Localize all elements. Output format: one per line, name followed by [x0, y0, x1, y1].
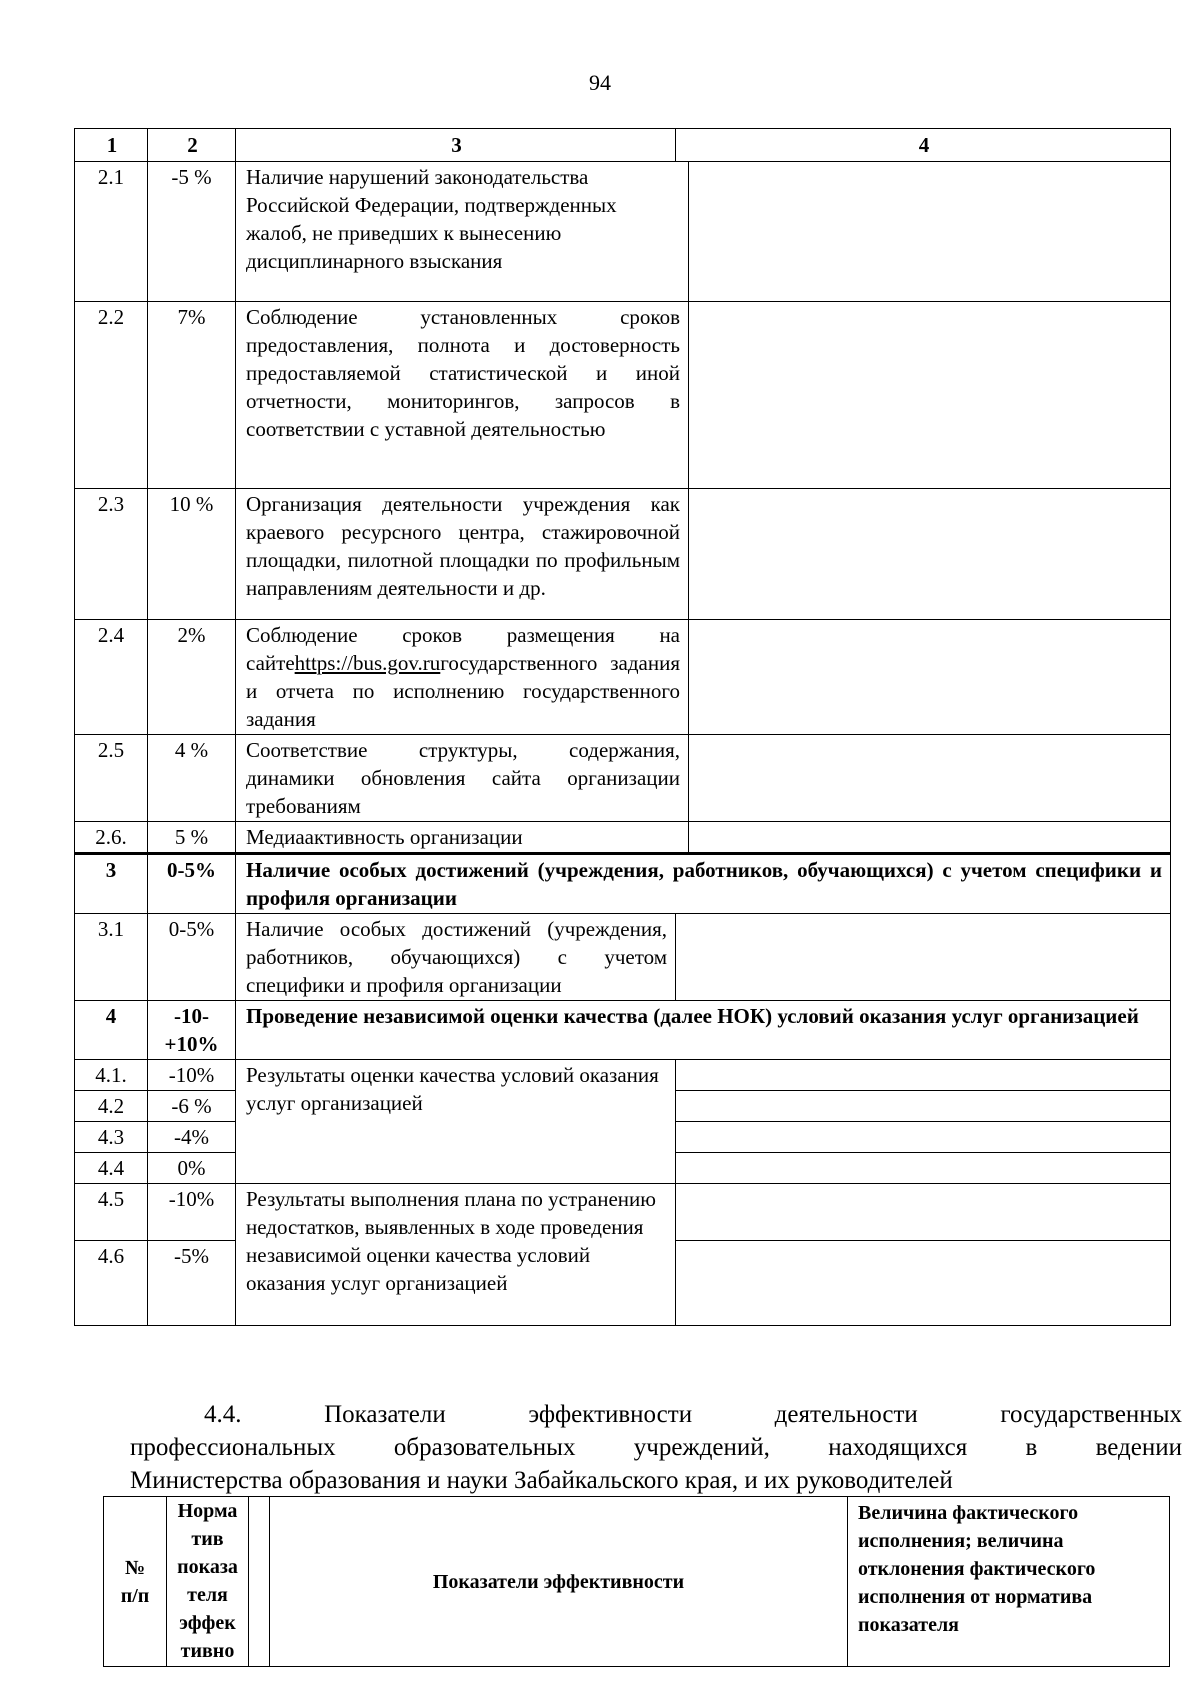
- row-norm: -10- +10%: [148, 1001, 236, 1060]
- row-norm: 7%: [148, 302, 236, 489]
- header-indicators: Показатели эффективности: [270, 1497, 848, 1667]
- row-number: 2.6.: [75, 822, 148, 854]
- header-norm-text: Норма тив показа теля эффек тивно: [177, 1500, 238, 1662]
- header-col-3: 3: [236, 129, 676, 162]
- table-row: [75, 822, 1171, 854]
- row-norm: -6 %: [148, 1091, 236, 1122]
- row-value: [676, 1122, 1171, 1153]
- row-number: 3.1: [75, 914, 148, 1001]
- row-text-after-link: государственного задания и отчета по исполнению государственного задания: [246, 651, 680, 731]
- row-text: Соблюдение установленных сроков предоставления, полнота и достоверность предоставляемой статистической и иной отчетности, мониторингов, запросов в соответствии с уставной деятельностью: [236, 302, 689, 489]
- table-row: [75, 620, 1171, 735]
- row-value: [689, 735, 1171, 822]
- table-row: [75, 914, 1171, 1001]
- row-text: [236, 620, 689, 735]
- table-row: [75, 162, 1171, 302]
- row-number: 4.6: [75, 1241, 148, 1326]
- row-norm: -4%: [148, 1122, 236, 1153]
- row-value: [689, 162, 1171, 302]
- row-number: 4.1.: [75, 1060, 148, 1091]
- header-spacer: [249, 1497, 270, 1667]
- row-value: [676, 1091, 1171, 1122]
- section-heading-line-1: 4.4. Показатели эффективности деятельности государственных: [204, 1401, 1182, 1428]
- table-row: [75, 489, 1171, 620]
- row-value: [689, 620, 1171, 735]
- bus-gov-link[interactable]: https://bus.gov.ru: [294, 651, 441, 675]
- header-number: [104, 1497, 167, 1667]
- row-number: 3: [75, 854, 148, 914]
- row-text: Проведение независимой оценки качества (далее НОК) условий оказания услуг организацией: [236, 1001, 1171, 1060]
- row-norm: -10%: [148, 1060, 236, 1091]
- section-heading-line-3: Министерства образования и науки Забайкальского края, и их руководителей: [130, 1467, 953, 1494]
- row-value: [676, 914, 1171, 1001]
- header-col-2: 2: [148, 129, 236, 162]
- row-number: 4.2: [75, 1091, 148, 1122]
- row-text: Результаты оценки качества условий оказания услуг организацией: [236, 1060, 676, 1184]
- table-row-section: [75, 1001, 1171, 1060]
- row-number: 2.3: [75, 489, 148, 620]
- efficiency-header-row: [104, 1497, 1170, 1667]
- page-number: 94: [589, 70, 611, 95]
- section-heading: [130, 1398, 1182, 1497]
- header-col-1: 1: [75, 129, 148, 162]
- row-number: 2.1: [75, 162, 148, 302]
- row-number: 2.2: [75, 302, 148, 489]
- row-number: 2.4: [75, 620, 148, 735]
- row-value: [676, 1241, 1171, 1326]
- row-text-before-link: Соблюдение сроков размещения на сайте: [246, 623, 680, 675]
- table-row: [75, 1184, 1171, 1241]
- row-value: [676, 1184, 1171, 1241]
- row-text: Наличие особых достижений (учреждения, работников, обучающихся) с учетом специфики и профиля организации: [236, 854, 1171, 914]
- row-norm: -10%: [148, 1184, 236, 1241]
- indicators-table: [74, 128, 1171, 1326]
- header-norm: [167, 1497, 249, 1667]
- row-number: 4: [75, 1001, 148, 1060]
- table-row: [75, 1060, 1171, 1091]
- row-value: [676, 1060, 1171, 1091]
- table-row: [75, 735, 1171, 822]
- row-norm: 4 %: [148, 735, 236, 822]
- row-norm: 5 %: [148, 822, 236, 854]
- row-norm: 0-5%: [148, 914, 236, 1001]
- table-row: [75, 302, 1171, 489]
- row-norm: -5%: [148, 1241, 236, 1326]
- row-value: [676, 1153, 1171, 1184]
- row-norm: 10 %: [148, 489, 236, 620]
- row-norm: 0%: [148, 1153, 236, 1184]
- row-text: Результаты выполнения плана по устранению недостатков, выявленных в ходе проведения независимой оценки качества условий оказания услуг организацией: [236, 1184, 676, 1326]
- section-heading-line-2: профессиональных образовательных учреждений, находящихся в ведении: [130, 1434, 1182, 1461]
- row-norm: -5 %: [148, 162, 236, 302]
- header-value: [848, 1497, 1170, 1667]
- header-value-text: Величина фактического исполнения; величина отклонения фактического исполнения от норматива показателя: [858, 1502, 1096, 1636]
- row-value: [689, 302, 1171, 489]
- table-header-row: [75, 129, 1171, 162]
- row-number: 4.3: [75, 1122, 148, 1153]
- header-number-text: № п/п: [120, 1556, 150, 1607]
- row-number: 4.4: [75, 1153, 148, 1184]
- row-number: 4.5: [75, 1184, 148, 1241]
- table-row-section: [75, 854, 1171, 914]
- row-text: Организация деятельности учреждения как краевого ресурсного центра, стажировочной площадки, пилотной площадки по профильным направлениям деятельности и др.: [236, 489, 689, 620]
- row-text-content: Наличие нарушений законодательства Российской Федерации, подтвержденных жалоб, не приведших к вынесению дисциплинарного взыскания: [246, 165, 617, 273]
- row-norm: 2%: [148, 620, 236, 735]
- row-norm: 0-5%: [148, 854, 236, 914]
- row-value: [689, 822, 1171, 854]
- header-col-4: 4: [676, 129, 1171, 162]
- efficiency-table: [103, 1496, 1170, 1667]
- row-value: [689, 489, 1171, 620]
- row-number: 2.5: [75, 735, 148, 822]
- row-text: Соответствие структуры, содержания, динамики обновления сайта организации требованиям: [236, 735, 689, 822]
- row-text: [236, 162, 689, 302]
- row-text: Наличие особых достижений (учреждения, работников, обучающихся) с учетом специфики и профиля организации: [236, 914, 676, 1001]
- row-text: Медиаактивность организации: [236, 822, 689, 854]
